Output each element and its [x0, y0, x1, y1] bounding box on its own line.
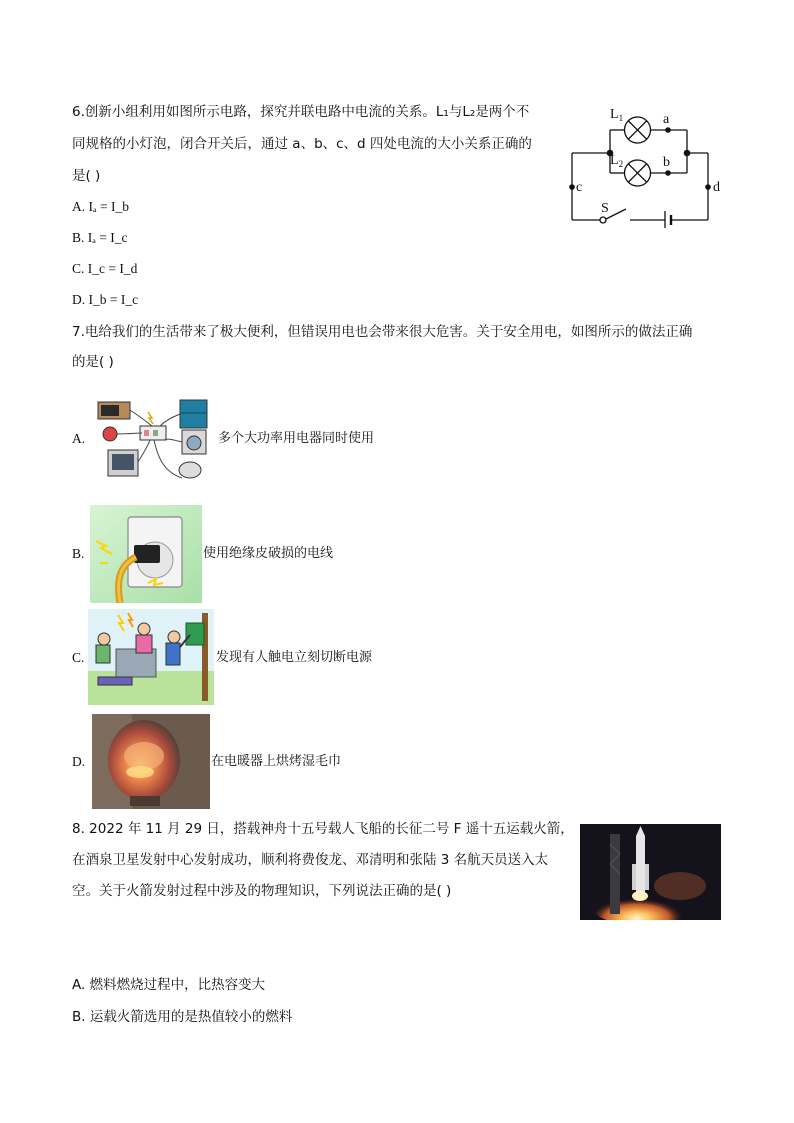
q8-stem-line-1: 8. 2022 年 11 月 29 日，搭载神舟十五号载人飞船的长征二号 F 遥十五运载火箭， — [72, 821, 574, 837]
q8-option-a: A. 燃料燃烧过程中，比热容变大 — [72, 977, 266, 993]
q7-option-d-heater-towel-image — [92, 714, 210, 809]
label-l1: $L_1$ — [610, 107, 624, 123]
q8-stem-line-3: 空。关于火箭发射过程中涉及的物理知识，下列说法正确的是( ) — [72, 883, 452, 899]
q6-option-b: B. Iₐ = I_c — [72, 230, 128, 245]
q6-option-d: D. I_b = I_c — [72, 292, 139, 307]
label-d: d — [713, 180, 720, 195]
q7-option-c-cut-power-image — [88, 609, 214, 705]
q7-option-c-letter: C. — [72, 650, 85, 665]
q7-option-b-caption: 使用绝缘皮破损的电线 — [203, 546, 334, 561]
q6-option-a: A. Iₐ = I_b — [72, 199, 130, 214]
q6-stem-line-3: 是( ) — [72, 168, 101, 184]
q7-option-d-letter: D. — [72, 754, 86, 769]
q6-stem-line-1: 6.创新小组利用如图所示电路，探究并联电路中电流的关系。L₁与L₂是两个不 — [72, 104, 530, 120]
q7-option-b-letter: B. — [72, 546, 85, 561]
q7-option-c-caption: 发现有人触电立刻切断电源 — [216, 650, 373, 665]
q8-option-b: B. 运载火箭选用的是热值较小的燃料 — [72, 1009, 293, 1025]
label-a: a — [663, 112, 670, 127]
q7-stem-line-1: 7.电给我们的生活带来了极大便利，但错误用电也会带来很大危害。关于安全用电，如图所示的做法正确 — [72, 324, 693, 340]
q7-option-a-caption: 多个大功率用电器同时使用 — [218, 431, 375, 446]
label-l2: $L_2$ — [610, 153, 624, 169]
q8-stem-line-2: 在酒泉卫星发射中心发射成功，顺利将费俊龙、邓清明和张陆 3 名航天员送入太 — [72, 852, 549, 868]
label-b: b — [663, 155, 670, 170]
q7-option-d-caption: 在电暖器上烘烤湿毛巾 — [211, 754, 342, 769]
q6-stem-line-2: 同规格的小灯泡，闭合开关后，通过 a、b、c、d 四处电流的大小关系正确的 — [72, 136, 532, 152]
q8-rocket-launch-photo — [580, 824, 721, 920]
q7-stem-line-2: 的是( ) — [72, 354, 114, 370]
q6-circuit-diagram — [562, 98, 722, 228]
q7-option-a-letter: A. — [72, 431, 86, 446]
q7-option-b-damaged-wire-image — [90, 505, 202, 603]
label-s: S — [601, 201, 609, 216]
q6-option-c: C. I_c = I_d — [72, 261, 138, 276]
q7-option-a-appliances-image — [92, 388, 216, 491]
label-c: c — [576, 180, 583, 195]
